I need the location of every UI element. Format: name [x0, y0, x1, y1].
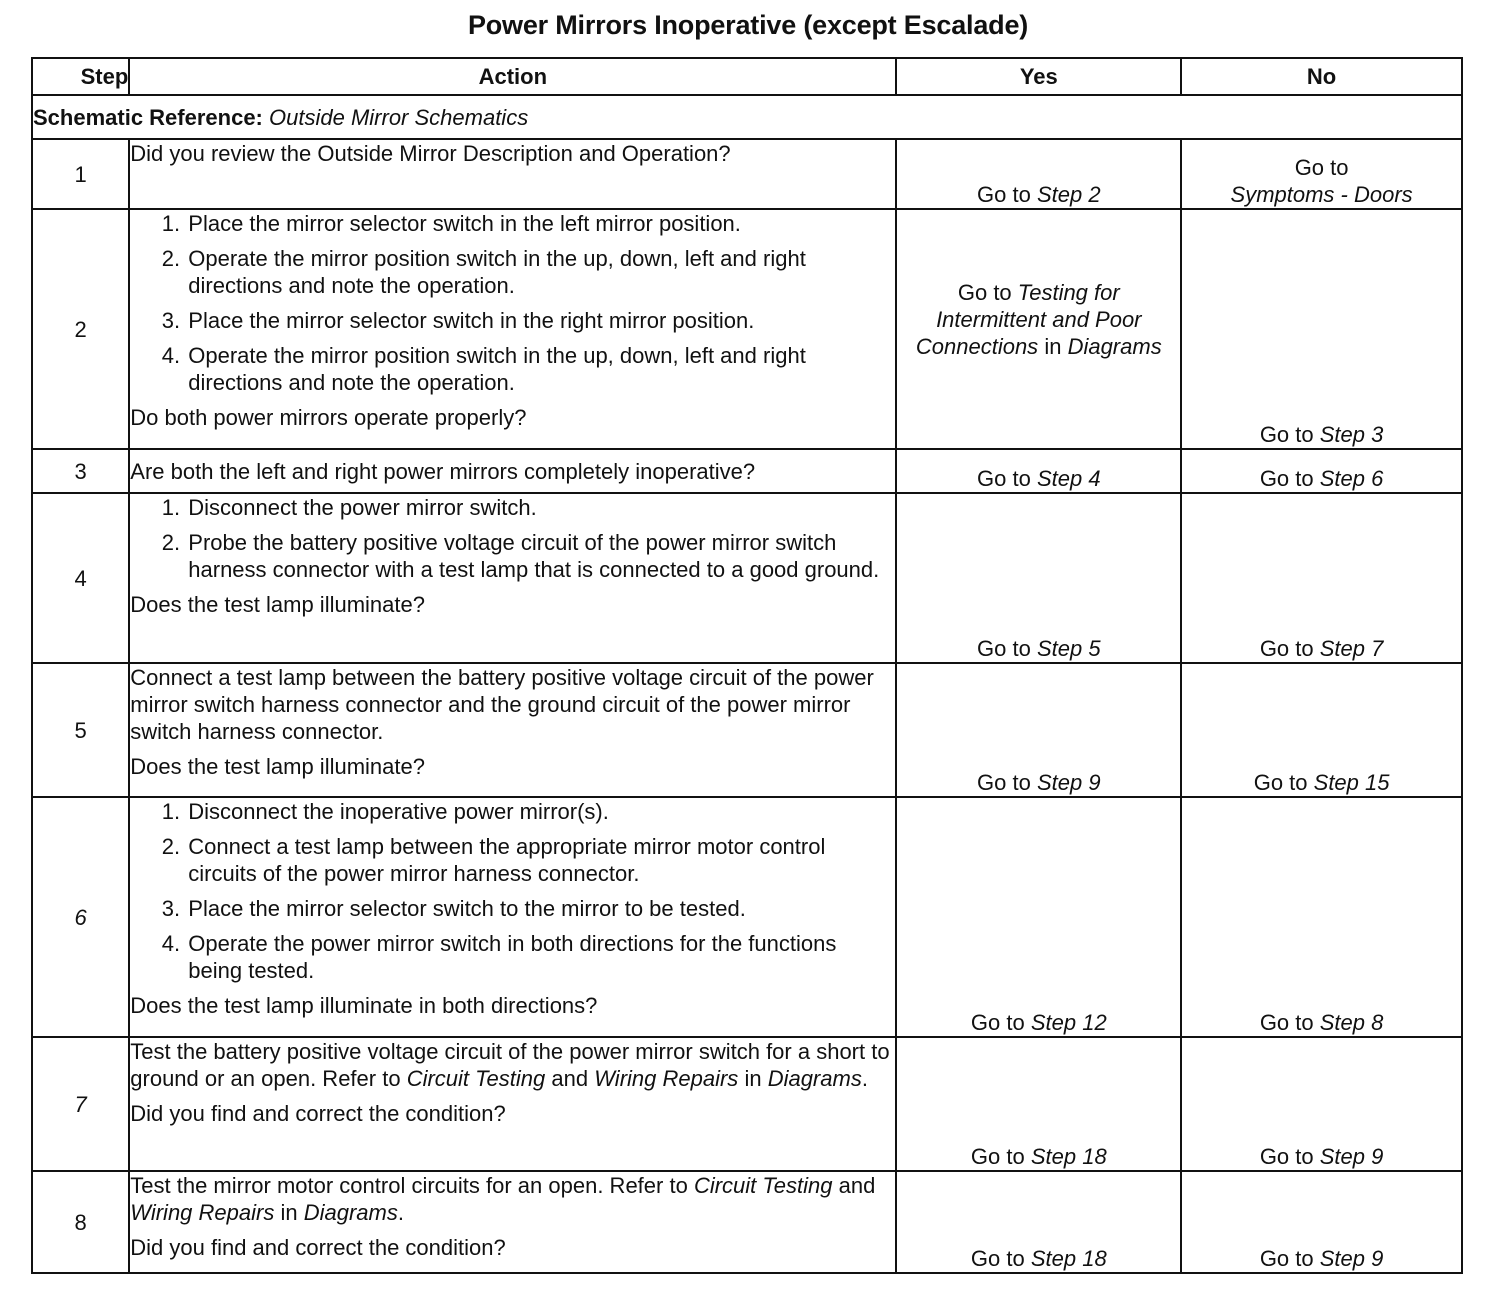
circuit-testing-link[interactable]: Circuit Testing: [406, 1066, 546, 1091]
goto-text: Go to: [1259, 422, 1314, 447]
question: Does the test lamp illuminate?: [130, 754, 425, 779]
table-row: [32, 139, 1462, 209]
no-link[interactable]: Symptoms - Doors: [1230, 182, 1413, 207]
question: Are both the left and right power mirrors completely inoperative?: [130, 458, 756, 484]
header-step: Step: [32, 58, 129, 95]
step-number-text: 7: [74, 1091, 87, 1117]
substep: 2. Operate the mirror position switch in the up, down, left and right directions and note the operation.: [186, 245, 895, 299]
no-cell: [1181, 663, 1462, 797]
no-link[interactable]: Step 6: [1319, 466, 1384, 491]
table-row: [32, 209, 1462, 449]
goto-text: Go to: [1259, 636, 1314, 661]
question: Does the test lamp illuminate in both directions?: [130, 993, 598, 1018]
no-link[interactable]: Step 7: [1319, 636, 1384, 661]
circuit-testing-link[interactable]: Circuit Testing: [693, 1173, 833, 1198]
table-row: [32, 1037, 1462, 1171]
yes-link[interactable]: Step 18: [1030, 1246, 1107, 1271]
header-no: No: [1181, 58, 1462, 95]
yes-cell: [896, 493, 1181, 663]
table-row: [32, 663, 1462, 797]
header-action: Action: [129, 58, 896, 95]
action-cell: [129, 139, 896, 209]
yes-link[interactable]: Testing for Intermittent and Poor Connections: [915, 279, 1142, 359]
goto-text: Go to: [970, 1010, 1025, 1035]
action-intro: Connect a test lamp between the battery positive voltage circuit of the power mirror switch harness connector and the ground circuit of the power mirror switch harness connector.: [130, 665, 874, 744]
goto-text: Go to: [1253, 770, 1308, 795]
no-cell: [1181, 493, 1462, 663]
action-cell: [129, 449, 896, 493]
no-link[interactable]: Step 8: [1319, 1010, 1384, 1035]
in-text: in: [744, 1066, 762, 1091]
action-cell: [129, 663, 896, 797]
action-cell: [129, 1037, 896, 1171]
no-cell: [1181, 797, 1462, 1037]
intro-text: Test the mirror motor control circuits for an open. Refer to: [130, 1173, 688, 1198]
no-link[interactable]: Step 3: [1319, 422, 1384, 447]
action-cell: [129, 1171, 896, 1273]
yes-cell: [896, 663, 1181, 797]
schematic-reference-row: [32, 95, 1462, 139]
and-text: and: [551, 1066, 589, 1091]
substep-list: [130, 494, 895, 583]
no-cell: [1181, 1171, 1462, 1273]
question: Did you find and correct the condition?: [130, 1101, 506, 1126]
goto-text: Go to: [977, 466, 1031, 491]
substep: 4. Operate the mirror position switch in the up, down, left and right directions and note the operation.: [186, 342, 895, 396]
no-link[interactable]: Step 9: [1319, 1144, 1384, 1169]
goto-text: Go to: [977, 636, 1031, 661]
question: Do both power mirrors operate properly?: [130, 405, 527, 430]
no-cell: [1181, 1037, 1462, 1171]
goto-text: Go to: [977, 770, 1031, 795]
no-link[interactable]: Step 15: [1313, 770, 1390, 795]
and-text: and: [838, 1173, 876, 1198]
substep: 1. Place the mirror selector switch in the left mirror position.: [186, 210, 895, 237]
yes-link[interactable]: Step 9: [1036, 770, 1101, 795]
yes-link[interactable]: Step 4: [1036, 466, 1101, 491]
step-number: 5: [32, 663, 129, 797]
table-row: [32, 493, 1462, 663]
table-row: [32, 797, 1462, 1037]
yes-link[interactable]: Step 5: [1036, 636, 1101, 661]
question: Does the test lamp illuminate?: [130, 592, 425, 617]
yes-cell: [896, 1171, 1181, 1273]
step-number: [32, 1037, 129, 1171]
no-cell: [1181, 139, 1462, 209]
header-yes: Yes: [896, 58, 1181, 95]
action-cell: [129, 797, 896, 1037]
question: Did you review the Outside Mirror Description and Operation?: [130, 141, 731, 166]
yes-cell: [896, 449, 1181, 493]
step-number: 1: [32, 139, 129, 209]
yes-link[interactable]: Step 18: [1030, 1144, 1107, 1169]
substep: 1. Disconnect the power mirror switch.: [186, 494, 895, 521]
action-intro: Test the battery positive voltage circuit of the power mirror switch for a short to ground or an open. Refer to Circuit Testing and Wiring Repairs in Diagrams.: [130, 1039, 890, 1091]
goto-text: Go to: [970, 1144, 1025, 1169]
action-cell: [129, 493, 896, 663]
yes-link[interactable]: Step 12: [1030, 1010, 1107, 1035]
goto-text: Go to: [1259, 1144, 1314, 1169]
goto-text: Go to: [957, 279, 1012, 305]
step-number: 3: [32, 449, 129, 493]
no-cell: [1181, 449, 1462, 493]
goto-text: Go to: [970, 1246, 1025, 1271]
substep: 1. Disconnect the inoperative power mirror(s).: [186, 798, 895, 825]
in-text: in: [1044, 333, 1062, 359]
goto-text: Go to: [1259, 1246, 1314, 1271]
schematic-label: Schematic Reference:: [33, 104, 263, 130]
substep-list: [130, 798, 895, 984]
goto-text: Go to: [977, 182, 1031, 207]
substep: 3. Place the mirror selector switch to the mirror to be tested.: [186, 895, 895, 922]
yes-cell: [896, 797, 1181, 1037]
action-cell: [129, 209, 896, 449]
action-intro: Test the mirror motor control circuits for an open. Refer to Circuit Testing and Wiring Repairs in Diagrams.: [130, 1173, 876, 1225]
substep: 4. Operate the power mirror switch in both directions for the functions being tested.: [186, 930, 895, 984]
goto-text: Go to: [1259, 1010, 1314, 1035]
intro-text: Test the battery positive voltage circuit of the power mirror switch for a short to ground or an open. Refer to: [130, 1039, 890, 1091]
yes-link[interactable]: Step 2: [1036, 182, 1101, 207]
goto-text: Go to: [1259, 466, 1314, 491]
goto-text: Go to: [1294, 155, 1349, 180]
yes-cell: [896, 209, 1181, 449]
document-title: Power Mirrors Inoperative (except Escalade): [467, 10, 1029, 40]
diagnostic-table: [31, 57, 1463, 1274]
yes-cell: [896, 1037, 1181, 1171]
diagrams-link[interactable]: Diagrams: [767, 1066, 862, 1091]
substep: 2. Probe the battery positive voltage circuit of the power mirror switch harness connector with a test lamp that is connected to a good ground.: [186, 529, 895, 583]
substep: 3. Place the mirror selector switch in the right mirror position.: [186, 307, 895, 334]
no-link[interactable]: Step 9: [1319, 1246, 1384, 1271]
header-row: [32, 58, 1462, 95]
question: Did you find and correct the condition?: [130, 1235, 506, 1260]
step-number: [32, 797, 129, 1037]
schematic-reference: [32, 95, 1462, 139]
yes-link-diagrams[interactable]: Diagrams: [1067, 333, 1162, 359]
step-number: 4: [32, 493, 129, 663]
schematic-link[interactable]: Outside Mirror Schematics: [269, 104, 529, 130]
wiring-repairs-link[interactable]: Wiring Repairs: [594, 1066, 739, 1091]
yes-cell: [896, 139, 1181, 209]
table-row: [32, 449, 1462, 493]
diagrams-link[interactable]: Diagrams: [303, 1200, 398, 1225]
table-row: [32, 1171, 1462, 1273]
step-number-text: 6: [74, 904, 87, 930]
substep-list: [130, 210, 895, 396]
substep: 2. Connect a test lamp between the appropriate mirror motor control circuits of the power mirror harness connector.: [186, 833, 895, 887]
in-text: in: [280, 1200, 298, 1225]
step-number: 8: [32, 1171, 129, 1273]
wiring-repairs-link[interactable]: Wiring Repairs: [130, 1200, 275, 1225]
no-cell: [1181, 209, 1462, 449]
step-number: 2: [32, 209, 129, 449]
